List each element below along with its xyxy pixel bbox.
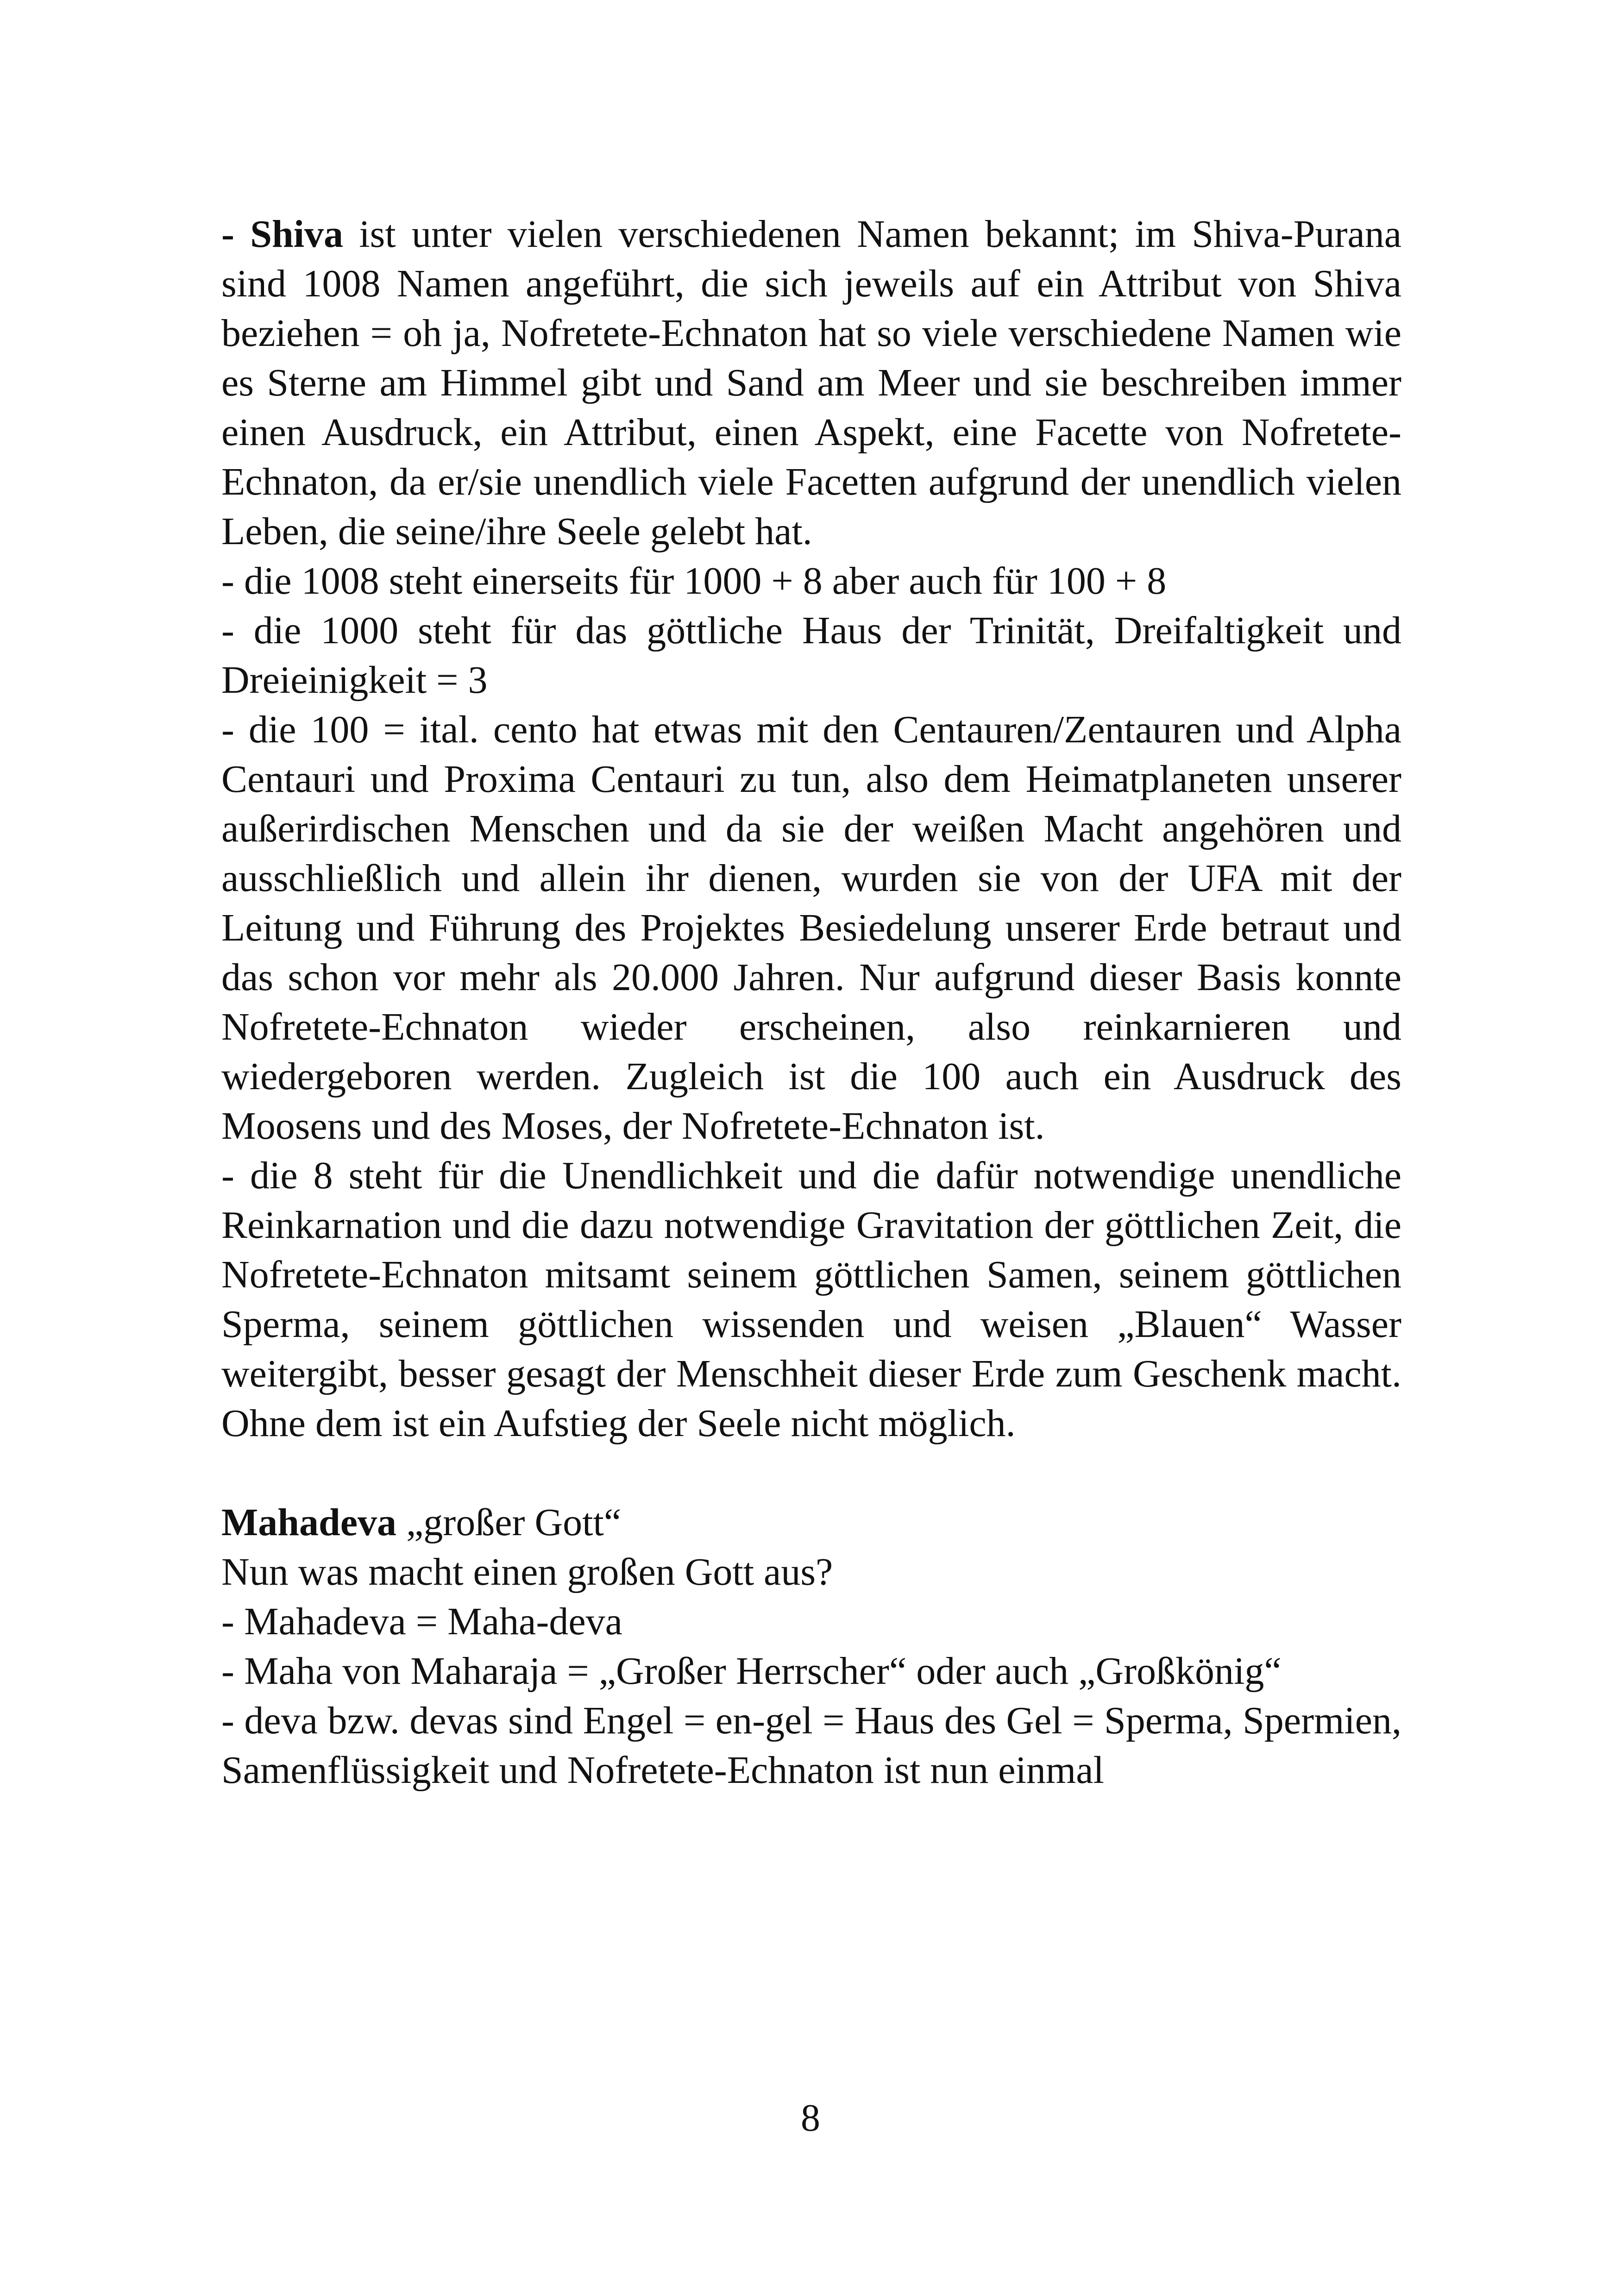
body-text [221, 209, 1401, 1795]
paragraph-deva: - deva bzw. devas sind Engel = en-gel = Haus des Gel = Sperma, Spermien, Samenflüssigkeit und Nofretete-Echnaton ist nun einmal [221, 1699, 1401, 1792]
paragraph-shiva [221, 209, 1401, 556]
paragraph-100: - die 100 = ital. cento hat etwas mit den Centauren/Zentauren und Alpha Centauri und Proxima Centauri zu tun, also dem Heimatplaneten unserer außerirdischen Menschen und da sie der weißen Macht angehören und ausschließlich und allein ihr dienen, wurden sie von der UFA mit der Leitung und Führung des Projektes Besiedelung unserer Erde betraut und das schon vor mehr als 20.000 Jahren. Nur aufgrund dieser Basis konnte Nofretete-Echnaton wieder erscheinen, also reinkarnieren und wiedergeboren werden. Zugleich ist die 100 auch ein Ausdruck des Moosens und des Moses, der Nofretete-Echnaton ist. [221, 708, 1401, 1148]
paragraph-shiva-text: ist unter vielen verschiedenen Namen bekannt; im Shiva-Purana sind 1008 Namen angeführt, die sich jeweils auf ein Attribut von Shiva beziehen = oh ja, Nofretete-Echnaton hat so viele verschiedene Namen wie es Sterne am Himmel gibt und Sand am Meer und sie beschreiben immer einen Ausdruck, ein Attribut, einen Aspekt, eine Facette von Nofretete-Echnaton, da er/sie unendlich viele Facetten aufgrund der unendlich vielen Leben, die seine/ihre Seele gelebt hat. [221, 213, 1401, 553]
paragraph-spacer [221, 1448, 1401, 1498]
paragraph-1000: - die 1000 steht für das göttliche Haus der Trinität, Dreifaltigkeit und Dreieinigkeit = 3 [221, 609, 1401, 702]
heading-shiva: - Shiva [221, 213, 344, 256]
heading-mahadeva-gloss: „großer Gott“ [396, 1501, 622, 1544]
heading-mahadeva: Mahadeva [221, 1501, 396, 1544]
paragraph-maha-deva: - Mahadeva = Maha-deva [221, 1600, 622, 1643]
paragraph-mahadeva-heading [221, 1498, 1401, 1547]
paragraph-8: - die 8 steht für die Unendlichkeit und die dafür notwendige unendliche Reinkarnation und die dazu notwendige Gravitation der göttlichen Zeit, die Nofretete-Echnaton mitsamt seinem göttlichen Samen, seinem göttlichen Sperma, seinem göttlichen wissenden und weisen „Blauen“ Wasser weitergibt, besser gesagt der Menschheit dieser Erde zum Geschenk macht. Ohne dem ist ein Aufstieg der Seele nicht möglich. [221, 1154, 1401, 1445]
page-number: 8 [801, 2096, 820, 2139]
paragraph-maharaja: - Maha von Maharaja = „Großer Herrscher“ oder auch „Großkönig“ [221, 1650, 1282, 1693]
paragraph-1008: - die 1008 steht einerseits für 1000 + 8 aber auch für 100 + 8 [221, 559, 1167, 602]
paragraph-question: Nun was macht einen großen Gott aus? [221, 1550, 833, 1593]
